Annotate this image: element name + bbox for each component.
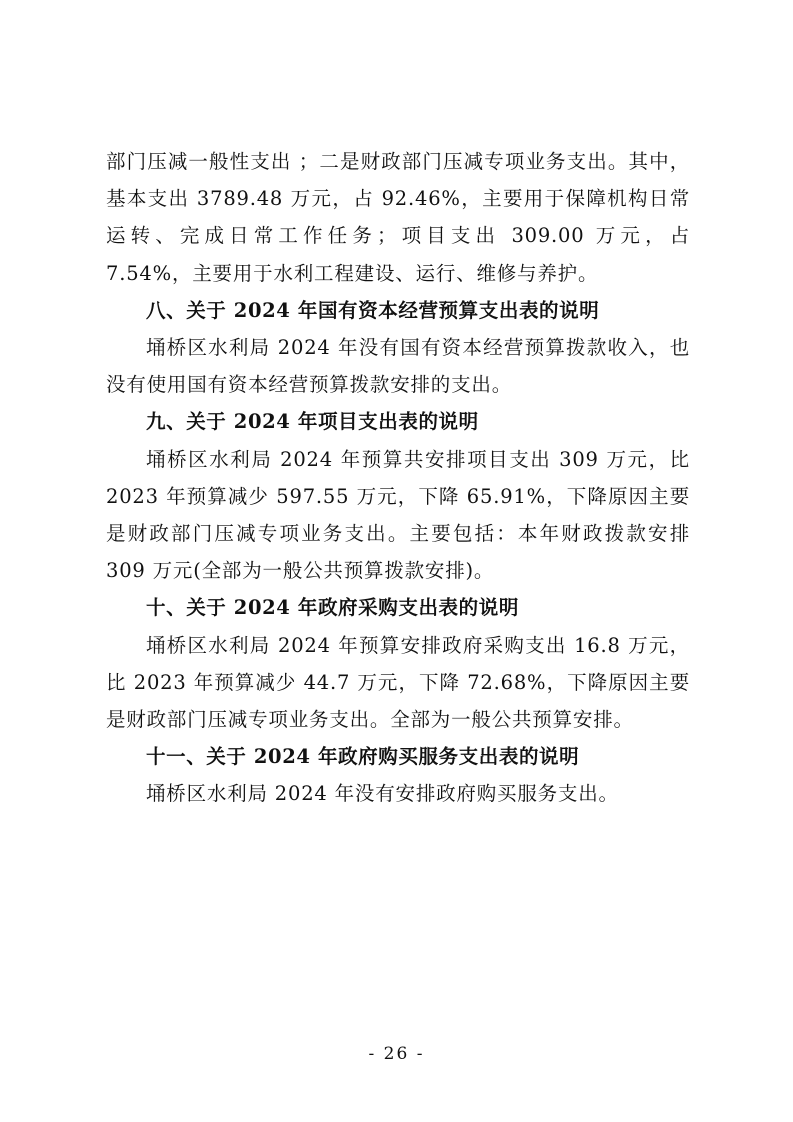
- heading-section-8: 八、关于 2024 年国有资本经营预算支出表的说明: [146, 298, 600, 322]
- paragraph-section-10: 埇桥区水利局 2024 年预算安排政府采购支出 16.8 万元，比 2023 年预算减少 44.7 万元，下降 72.68%，下降原因主要是财政部门压减专项业务支出。全部为一般公共预算安排。: [106, 633, 690, 732]
- heading-section-10: 十、关于 2024 年政府采购支出表的说明: [146, 596, 519, 620]
- heading-section-9: 九、关于 2024 年项目支出表的说明: [146, 410, 479, 434]
- paragraph-section-8: 埇桥区水利局 2024 年没有国有资本经营预算拨款收入，也没有使用国有资本经营预算拨款安排的支出。: [106, 336, 690, 397]
- document-body: [106, 143, 690, 813]
- page-number: - 26 -: [368, 1044, 425, 1064]
- paragraph-expense-breakdown: 部门压减一般性支出 ；二是财政部门压减专项业务支出。其中，基本支出 3789.48 万元，占 92.46%，主要用于保障机构日常运转、完成日常工作任务；项目支出 309.00 万元，占 7.54%，主要用于水利工程建设、运行、维修与养护。: [106, 150, 690, 285]
- heading-section-11: 十一、关于 2024 年政府购买服务支出表的说明: [146, 745, 580, 769]
- paragraph-section-11: 埇桥区水利局 2024 年没有安排政府购买服务支出。: [146, 782, 619, 806]
- paragraph-section-9: 埇桥区水利局 2024 年预算共安排项目支出 309 万元，比 2023 年预算减少 597.55 万元，下降 65.91%，下降原因主要是财政部门压减专项业务支出。主要包括：本年财政拨款安排 309 万元(全部为一般公共预算拨款安排)。: [106, 447, 690, 583]
